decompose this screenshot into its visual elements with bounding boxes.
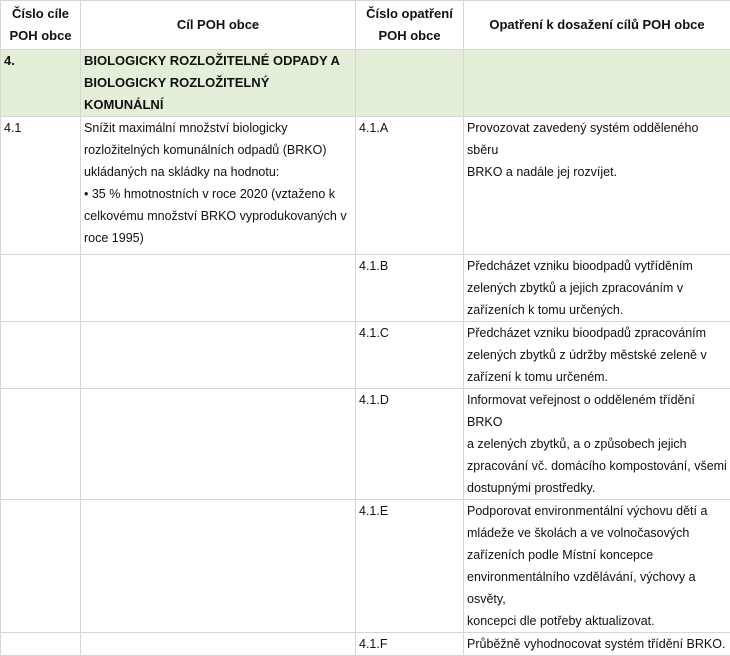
goal-bullet-line: celkovému množství BRKO vyprodukovaných v [84, 205, 352, 227]
section-row [1, 50, 730, 117]
table-row [1, 500, 730, 633]
measure-line: zelených zbytků z údržby městské zeleně v [467, 344, 727, 366]
measure-text [464, 633, 730, 656]
measure-text [464, 389, 730, 500]
measure-line: dostupnými prostředky. [467, 477, 727, 499]
header-goal-number-line2: POH obce [4, 25, 77, 47]
measure-id: 4.1.C [356, 322, 464, 389]
section-title [81, 50, 356, 117]
measure-line: Provozovat zavedený systém odděleného sběru [467, 117, 727, 161]
goal-bullet-line: roce 1995) [84, 227, 352, 249]
table-row [1, 389, 730, 500]
measure-line: zařízeních podle Místní koncepce [467, 544, 727, 566]
goal-number: 4.1 [1, 117, 81, 255]
measure-id: 4.1.E [356, 500, 464, 633]
measure-line: Předcházet vzniku bioodpadů vytříděním [467, 255, 727, 277]
measure-line: zelených zbytků a jejich zpracováním v [467, 277, 727, 299]
goal-text [81, 117, 356, 255]
header-measure-number-line2: POH obce [359, 25, 460, 47]
measure-text [464, 255, 730, 322]
measure-line: Informovat veřejnost o odděleném třídění BRKO [467, 389, 727, 433]
table-row [1, 117, 730, 255]
measure-id: 4.1.B [356, 255, 464, 322]
measure-line: BRKO a nadále jej rozvíjet. [467, 161, 727, 183]
goal-text-line: rozložitelných komunálních odpadů (BRKO) [84, 139, 352, 161]
header-goal-number [1, 1, 81, 50]
section-number: 4. [1, 50, 81, 117]
section-title-line: BIOLOGICKY ROZLOŽITELNÝ KOMUNÁLNÍ [84, 72, 352, 116]
header-measure-number-line1: Číslo opatření [359, 3, 460, 25]
header-measure-number [356, 1, 464, 50]
table-header-row [1, 1, 730, 50]
header-goal-number-line1: Číslo cíle [4, 3, 77, 25]
goal-text-line: Snížit maximální množství biologicky [84, 117, 352, 139]
measure-line: zařízení k tomu určeném. [467, 366, 727, 388]
measure-line: Podporovat environmentální výchovu dětí a [467, 500, 727, 522]
measure-line: a zelených zbytků, a o způsobech jejich [467, 433, 727, 455]
section-title-line: BIOLOGICKY ROZLOŽITELNÉ ODPADY A [84, 50, 352, 72]
goal-text-line: ukládaných na skládky na hodnotu: [84, 161, 352, 183]
measure-id: 4.1.D [356, 389, 464, 500]
measure-text [464, 500, 730, 633]
measure-text [464, 117, 730, 255]
measure-line: Předcházet vzniku bioodpadů zpracováním [467, 322, 727, 344]
goal-bullet-line: • 35 % hmotnostních v roce 2020 (vztaženo k [84, 183, 352, 205]
measure-line: Průběžně vyhodnocovat systém třídění BRKO. [467, 633, 727, 655]
measure-text [464, 322, 730, 389]
measure-id: 4.1.F [356, 633, 464, 656]
measure-line: mládeže ve školách a ve volnočasových [467, 522, 727, 544]
table-row [1, 255, 730, 322]
header-goal: Cíl POH obce [81, 1, 356, 50]
measure-id: 4.1.A [356, 117, 464, 255]
measure-line: zpracování vč. domácího kompostování, všemi [467, 455, 727, 477]
measure-line: koncepci dle potřeby aktualizovat. [467, 610, 727, 632]
header-measure: Opatření k dosažení cílů POH obce [464, 1, 730, 50]
table-row [1, 633, 730, 656]
table-row [1, 322, 730, 389]
measure-line: environmentálního vzdělávání, výchovy a osvěty, [467, 566, 727, 610]
measure-line: zařízeních k tomu určených. [467, 299, 727, 321]
